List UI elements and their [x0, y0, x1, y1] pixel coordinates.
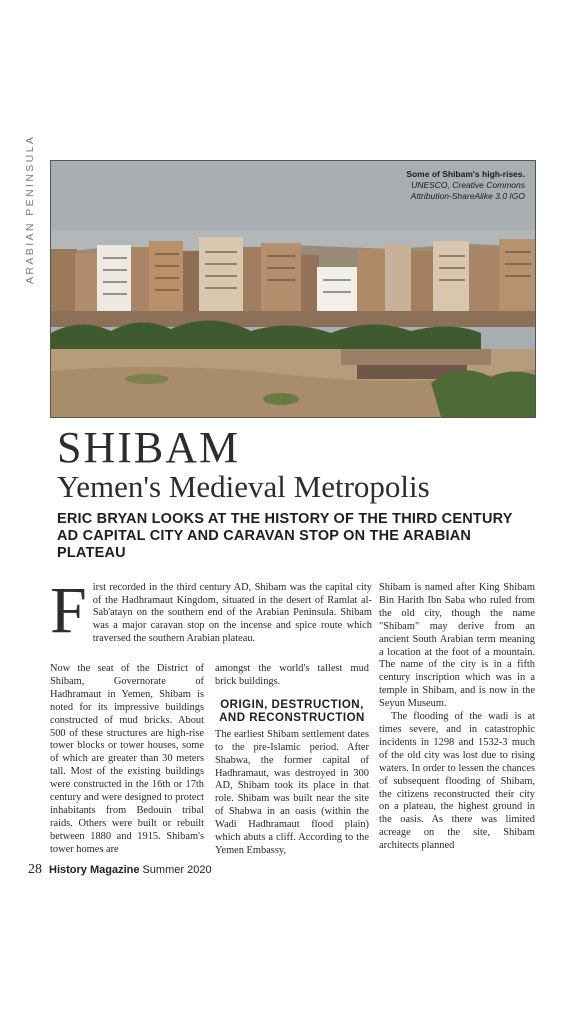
- page-footer: [28, 862, 212, 878]
- issue-date: Summer 2020: [142, 864, 212, 876]
- intro-paragraph: [50, 574, 372, 647]
- column-1: [50, 663, 204, 857]
- article-subtitle: Yemen's Medieval Metropolis: [57, 469, 430, 504]
- magazine-name: History Magazine: [49, 864, 140, 876]
- caption-title: Some of Shibam's high-rises.: [406, 169, 525, 179]
- body-paragraph: The flooding of the wadi is at times severe, and in catastrophic incidents in 1298 and 1532-3 much of the old city was lost due to rising waters. In order to lessen the chances of subsequent flooding of Shibam, the citizens reconstructed their city on a plateau, the highest ground in the oasis. As there was limited acreage on the site, Shibam architects planned: [379, 711, 535, 852]
- body-paragraph: amongst the world's tallest mud brick buildings.: [215, 663, 369, 687]
- body-paragraph: The earliest Shibam settlement dates to the pre-Islamic period. After Shabwa, the former capital of Hadhramaut, was destroyed in 300 AD, Shibam took its place in that role. Shibam was built near the site of Shabwa in an oasis (within the Wadi Hadhramaut flood plain) which abuts a cliff. According to the Yemen Embassy,: [215, 728, 369, 856]
- article-deck: ERIC BRYAN LOOKS AT THE HISTORY OF THE THIRD CENTURY AD CAPITAL CITY AND CARAVAN STOP ON THE ARABIAN PLATEAU: [57, 511, 513, 561]
- page-number: 28: [28, 862, 42, 877]
- section-subhead: ORIGIN, DESTRUCTION, AND RECONSTRUCTION: [219, 698, 365, 724]
- caption-license: Attribution-ShareAlike 3.0 IGO: [410, 191, 525, 201]
- column-2: [215, 663, 369, 858]
- article-photo: [50, 160, 536, 418]
- body-paragraph: Now the seat of the District of Shibam, Governorate of Hadhramaut in Yemen, Shibam is noted for its impressive buildings constructed of mud bricks. About 500 of these structures are high-rise tower blocks or tower houses, some of which are greater than 30 meters tall. Most of the existing buildings were constructed in the 16th or 17th century and were designed to protect inhabitants from Bedouin tribal raids. Others were built or rebuilt between 1880 and 1915. Shibam's tower homes are: [50, 663, 204, 855]
- photo-caption: [406, 169, 525, 202]
- intro-text: irst recorded in the third century AD, Shibam was the capital city of the Hadhramaut Kingdom, situated in the desert of Ramlat al-Sab'atayn on the southern end of the Arabian Peninsula. Shibam was a major caravan stop on the incense and spice route which traversed the southern Arabian plateau.: [92, 582, 372, 644]
- column-3: [379, 582, 535, 853]
- section-label: ARABIAN PENINSULA: [24, 134, 36, 284]
- body-paragraph: Shibam is named after King Shibam Bin Harith Ibn Saba who ruled from the old city, though the name "Shibam" may derive from an ancient South Arabian term meaning a location at the foot of a mountain. The name of the city is in a fifth century inscription which was in a temple in Shibam, and is now in the Seyun Museum.: [379, 582, 535, 710]
- caption-credit: UNESCO, Creative Commons: [411, 180, 525, 190]
- article-title: SHIBAM: [57, 423, 241, 472]
- drop-cap: F: [50, 574, 87, 647]
